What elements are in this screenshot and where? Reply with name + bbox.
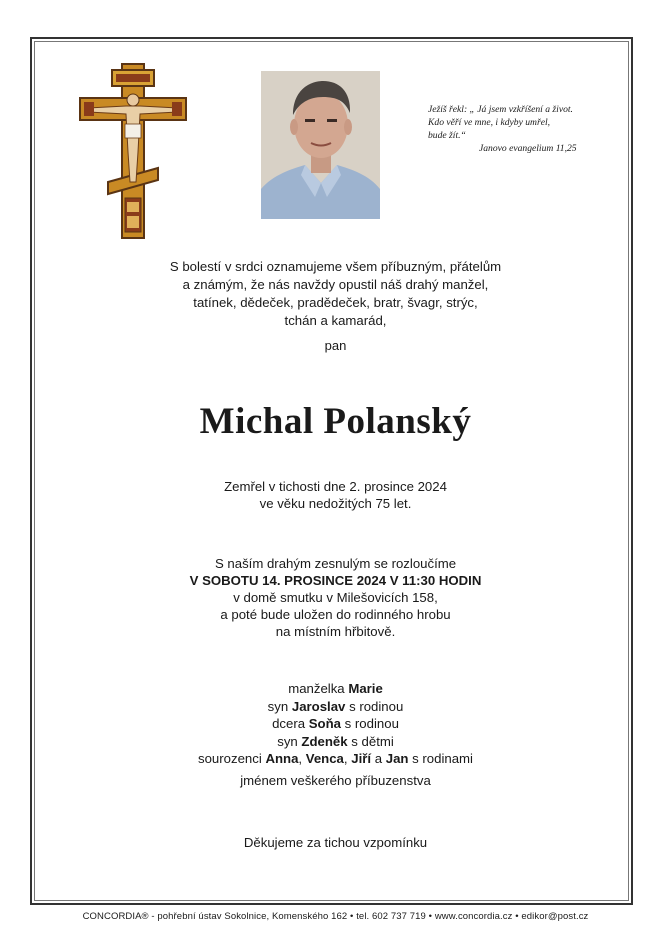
mourner-suffix: s rodinou xyxy=(344,716,399,731)
crucifix-icon xyxy=(78,62,188,240)
death-notice xyxy=(0,478,671,512)
funeral-line: a poté bude uložen do rodinného hrobu xyxy=(220,607,451,622)
name-conjunction: a xyxy=(374,751,383,766)
mourner-name: Soňa xyxy=(308,716,341,731)
mourners-list xyxy=(0,680,671,768)
name-separator: , xyxy=(298,751,303,766)
mourner-suffix: s dětmi xyxy=(351,733,394,749)
quote-reference: Janovo evangelium 11,25 xyxy=(479,143,577,154)
funeral-line: na místním hřbitově. xyxy=(275,624,396,639)
mourner-name: Marie xyxy=(348,681,383,696)
intro-line: tatínek, dědeček, pradědeček, bratr, švagr, strýc, xyxy=(193,295,478,310)
mourner-relation: syn xyxy=(277,733,298,749)
title-pan: pan xyxy=(324,338,347,353)
quote-line: Kdo věří ve mne, i kdyby umřel, xyxy=(428,117,551,128)
mourner-name: Venca xyxy=(305,751,344,766)
intro-line: tchán a kamarád, xyxy=(284,313,387,328)
mourner-name: Zdeněk xyxy=(301,733,348,749)
mourner-relation: dcera xyxy=(272,716,306,731)
name-separator: , xyxy=(343,751,348,766)
death-line: Zemřel v tichosti dne 2. prosince 2024 xyxy=(224,479,447,494)
mourner-name: Jaroslav xyxy=(291,698,346,714)
scripture-quote xyxy=(428,103,618,155)
relatives-line: jménem veškerého příbuzenstva xyxy=(240,773,431,788)
funeral-home-footer: CONCORDIA® - pohřební ústav Sokolnice, Komenského 162 • tel. 602 737 719 • www.concordia.cz • edikor@post.cz xyxy=(82,911,589,922)
mourner-son xyxy=(0,698,671,716)
mourner-siblings xyxy=(0,750,671,768)
mourner-name: Jan xyxy=(385,751,409,766)
mourner-son xyxy=(0,733,671,751)
thanks-line: Děkujeme za tichou vzpomínku xyxy=(243,835,428,850)
funeral-line: S naším drahým zesnulým se rozloučíme xyxy=(214,556,457,571)
mourner-relation: syn xyxy=(267,698,289,714)
deceased-name: Michal Polanský xyxy=(199,401,472,442)
mourner-relation: sourozenci xyxy=(198,751,262,766)
funeral-details xyxy=(0,555,671,640)
funeral-date: V SOBOTU 14. PROSINCE 2024 V 11:30 HODIN xyxy=(189,573,482,588)
mourner-suffix: s rodinou xyxy=(349,698,404,714)
funeral-line: v domě smutku v Milešovicích 158, xyxy=(233,590,438,605)
intro-line: a známým, že nás navždy opustil náš drahý manžel, xyxy=(182,277,489,292)
announcement-intro xyxy=(0,258,671,330)
quote-line: bude žít.“ xyxy=(428,130,466,141)
mourner-suffix: s rodinami xyxy=(412,751,473,766)
intro-line: S bolestí v srdci oznamujeme všem příbuzným, přátelům xyxy=(169,259,502,274)
mourner-wife xyxy=(0,680,671,698)
mourner-daughter xyxy=(0,715,671,733)
portrait-photo xyxy=(261,71,380,219)
quote-line: Ježíš řekl: „ Já jsem vzkříšení a život. xyxy=(428,104,573,115)
mourner-relation: manželka xyxy=(288,681,345,696)
mourner-name: Jiří xyxy=(351,751,372,766)
death-line: ve věku nedožitých 75 let. xyxy=(259,496,412,511)
mourner-name: Anna xyxy=(265,751,299,766)
